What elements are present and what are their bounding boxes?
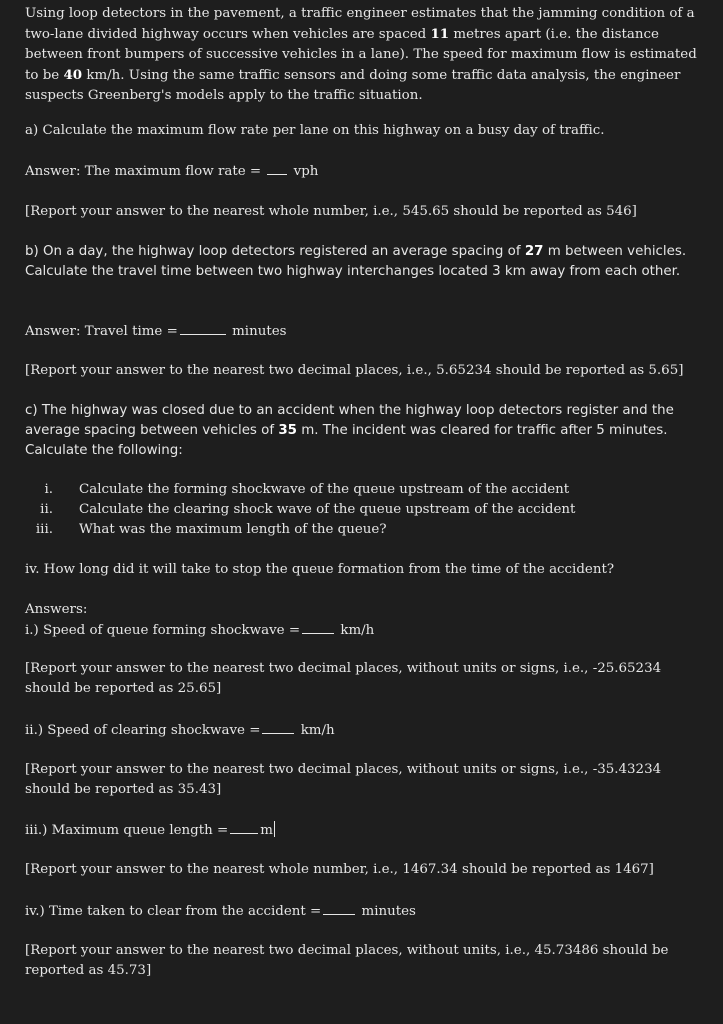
- answer-2-line: ii.) Speed of clearing shockwave = km/h: [25, 720, 703, 741]
- answer-3-line: iii.) Maximum queue length = m: [25, 820, 703, 841]
- part-a-answer-input[interactable]: [267, 161, 287, 175]
- subquestion-item: iii. What was the maximum length of the queue?: [35, 522, 387, 537]
- part-b-answer-input[interactable]: [180, 321, 226, 335]
- answer-1-line: i.) Speed of queue forming shockwave = km/h: [25, 620, 703, 641]
- answers-heading: Answers:: [25, 602, 88, 617]
- part-b-spacing-value: 27: [524, 244, 544, 259]
- max-flow-speed-value: 40: [63, 67, 83, 83]
- part-a-instruction: [Report your answer to the nearest whole number, i.e., 545.65 should be reported as 546]: [25, 204, 637, 219]
- answer-4-instruction: [Report your answer to the nearest two decimal places, without units, i.e., 45.73486 should be reported as 45.73]: [25, 943, 669, 978]
- jam-spacing-value: 11: [430, 26, 450, 42]
- answer-4-input[interactable]: [323, 901, 355, 915]
- answer-1-instruction: [Report your answer to the nearest two decimal places, without units or signs, i.e., -25.65234 should be reported as 25.65]: [25, 661, 662, 696]
- part-b-question: b) On a day, the highway loop detectors registered an average spacing of 27 m between vehicles. Calculate the travel time between two highway interchanges located 3 km away from each other.: [25, 244, 687, 279]
- subquestion-item: ii. Calculate the clearing shock wave of the queue upstream of the accident: [40, 502, 576, 517]
- answer-2-input[interactable]: [262, 720, 294, 734]
- part-b-answer-line: Answer: Travel time = minutes: [25, 321, 703, 342]
- text-cursor: [274, 821, 275, 837]
- answer-1-input[interactable]: [302, 620, 334, 634]
- part-b-instruction: [Report your answer to the nearest two decimal places, i.e., 5.65234 should be reported as 5.65]: [25, 363, 684, 378]
- part-iv-question: iv. How long did it will take to stop the queue formation from the time of the accident?: [25, 562, 615, 577]
- part-c-question: c) The highway was closed due to an accident when the highway loop detectors register and the average spacing between vehicles of 35 m. The incident was cleared for traffic after 5 minutes. Calculate the following:: [25, 403, 674, 458]
- part-c-subquestions: [25, 480, 703, 540]
- problem-intro: Using loop detectors in the pavement, a traffic engineer estimates that the jamming condition of a two-lane divided highway occurs when vehicles are spaced 11 metres apart (i.e. the distance between front bumpers of successive vehicles in a lane). The speed for maximum flow is estimated to be 40 km/h. Using the same traffic sensors and doing some traffic data analysis, the engineer suspects Greenberg's models apply to the traffic situation.: [25, 6, 697, 103]
- answer-3-input[interactable]: [230, 820, 258, 834]
- part-a-answer-line: Answer: The maximum flow rate = vph: [25, 161, 703, 182]
- part-a-question: a) Calculate the maximum flow rate per lane on this highway on a busy day of traffic.: [25, 123, 605, 138]
- answer-3-instruction: [Report your answer to the nearest whole number, i.e., 1467.34 should be reported as 1467]: [25, 862, 654, 877]
- answer-2-instruction: [Report your answer to the nearest two decimal places, without units or signs, i.e., -35.43234 should be reported as 35.43]: [25, 762, 662, 797]
- answer-4-line: iv.) Time taken to clear from the accident = minutes: [25, 901, 703, 922]
- part-c-spacing-value: 35: [278, 423, 297, 438]
- subquestion-item: i. Calculate the forming shockwave of the queue upstream of the accident: [44, 482, 570, 497]
